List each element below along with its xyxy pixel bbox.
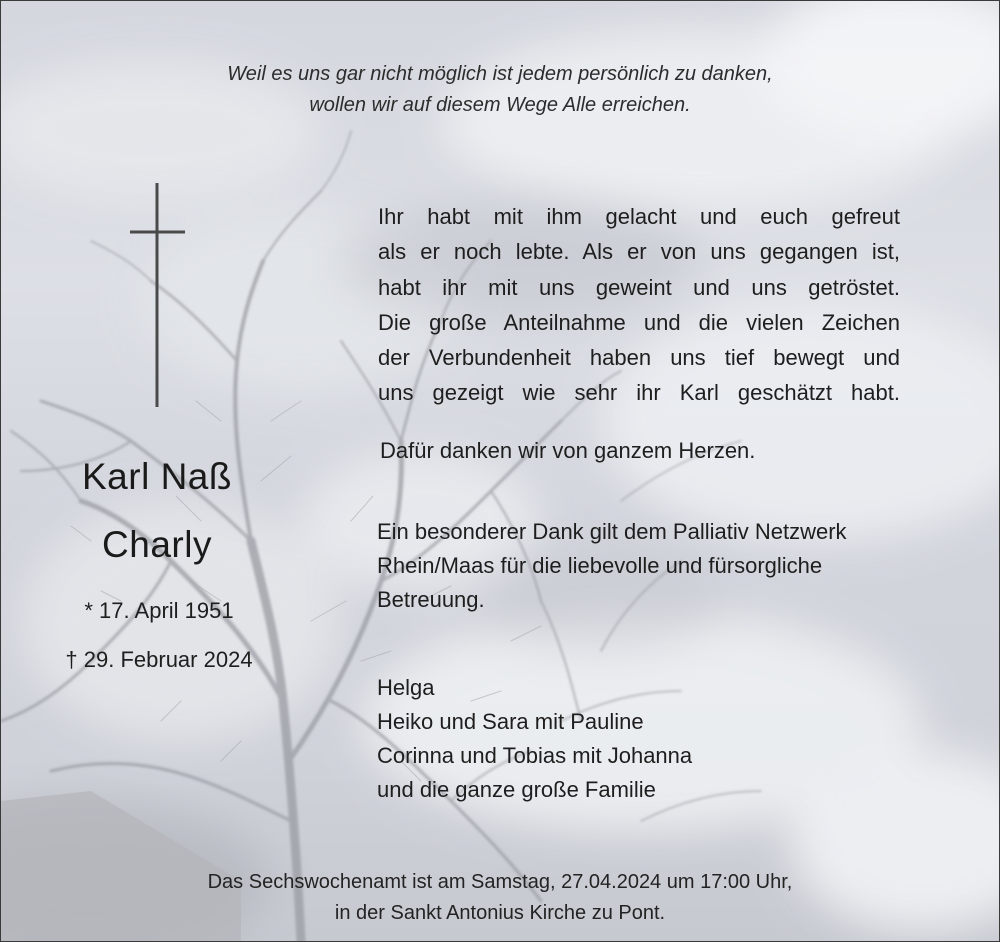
thanks-line: Dafür danken wir von ganzem Herzen. (380, 438, 756, 463)
poem-line: habt ihr mit uns geweint und uns getröstet. (378, 274, 900, 300)
poem-line: Ihr habt mit ihm gelacht und euch gefreut (378, 204, 900, 229)
thank-you-poem (378, 199, 900, 411)
intro-line-2: wollen wir auf diesem Wege Alle erreichen. (309, 94, 691, 116)
special-thanks-line: Ein besonderer Dank gilt dem Palliativ Netzwerk (377, 519, 847, 544)
death-date: † 29. Februar 2024 (65, 647, 253, 672)
service-notice-line-2: in der Sankt Antonius Kirche zu Pont. (334, 902, 666, 924)
special-thanks (377, 515, 847, 617)
poem-line: der Verbundenheit haben uns tief bewegt und (378, 345, 900, 371)
poem-line: Die große Anteilnahme und die vielen Zeichen (378, 309, 900, 335)
intro-text (1, 59, 999, 121)
special-thanks-line: Betreuung. (377, 587, 485, 612)
family-member: und die ganze große Familie (377, 777, 656, 802)
poem-line: als er noch lebte. Als er von uns gegangen ist, (378, 239, 900, 265)
special-thanks-line: Rhein/Maas für die liebevolle und fürsorgliche (377, 553, 823, 578)
family-member: Heiko und Sara mit Pauline (377, 709, 644, 734)
family-member: Corinna und Tobias mit Johanna (377, 743, 693, 768)
family-member: Helga (377, 675, 435, 700)
birth-date: * 17. April 1951 (84, 598, 234, 623)
service-notice (1, 867, 999, 929)
poem-line: uns gezeigt wie sehr ihr Karl geschätzt habt. (378, 380, 900, 406)
service-notice-line-1: Das Sechswochenamt ist am Samstag, 27.04.2024 um 17:00 Uhr, (207, 871, 793, 893)
deceased-name: Karl Naß (82, 456, 232, 497)
intro-line-1: Weil es uns gar nicht möglich ist jedem persönlich zu danken, (227, 63, 773, 85)
cross-icon (127, 183, 189, 409)
family-signature (377, 671, 692, 807)
deceased-nickname: Charly (102, 524, 212, 565)
